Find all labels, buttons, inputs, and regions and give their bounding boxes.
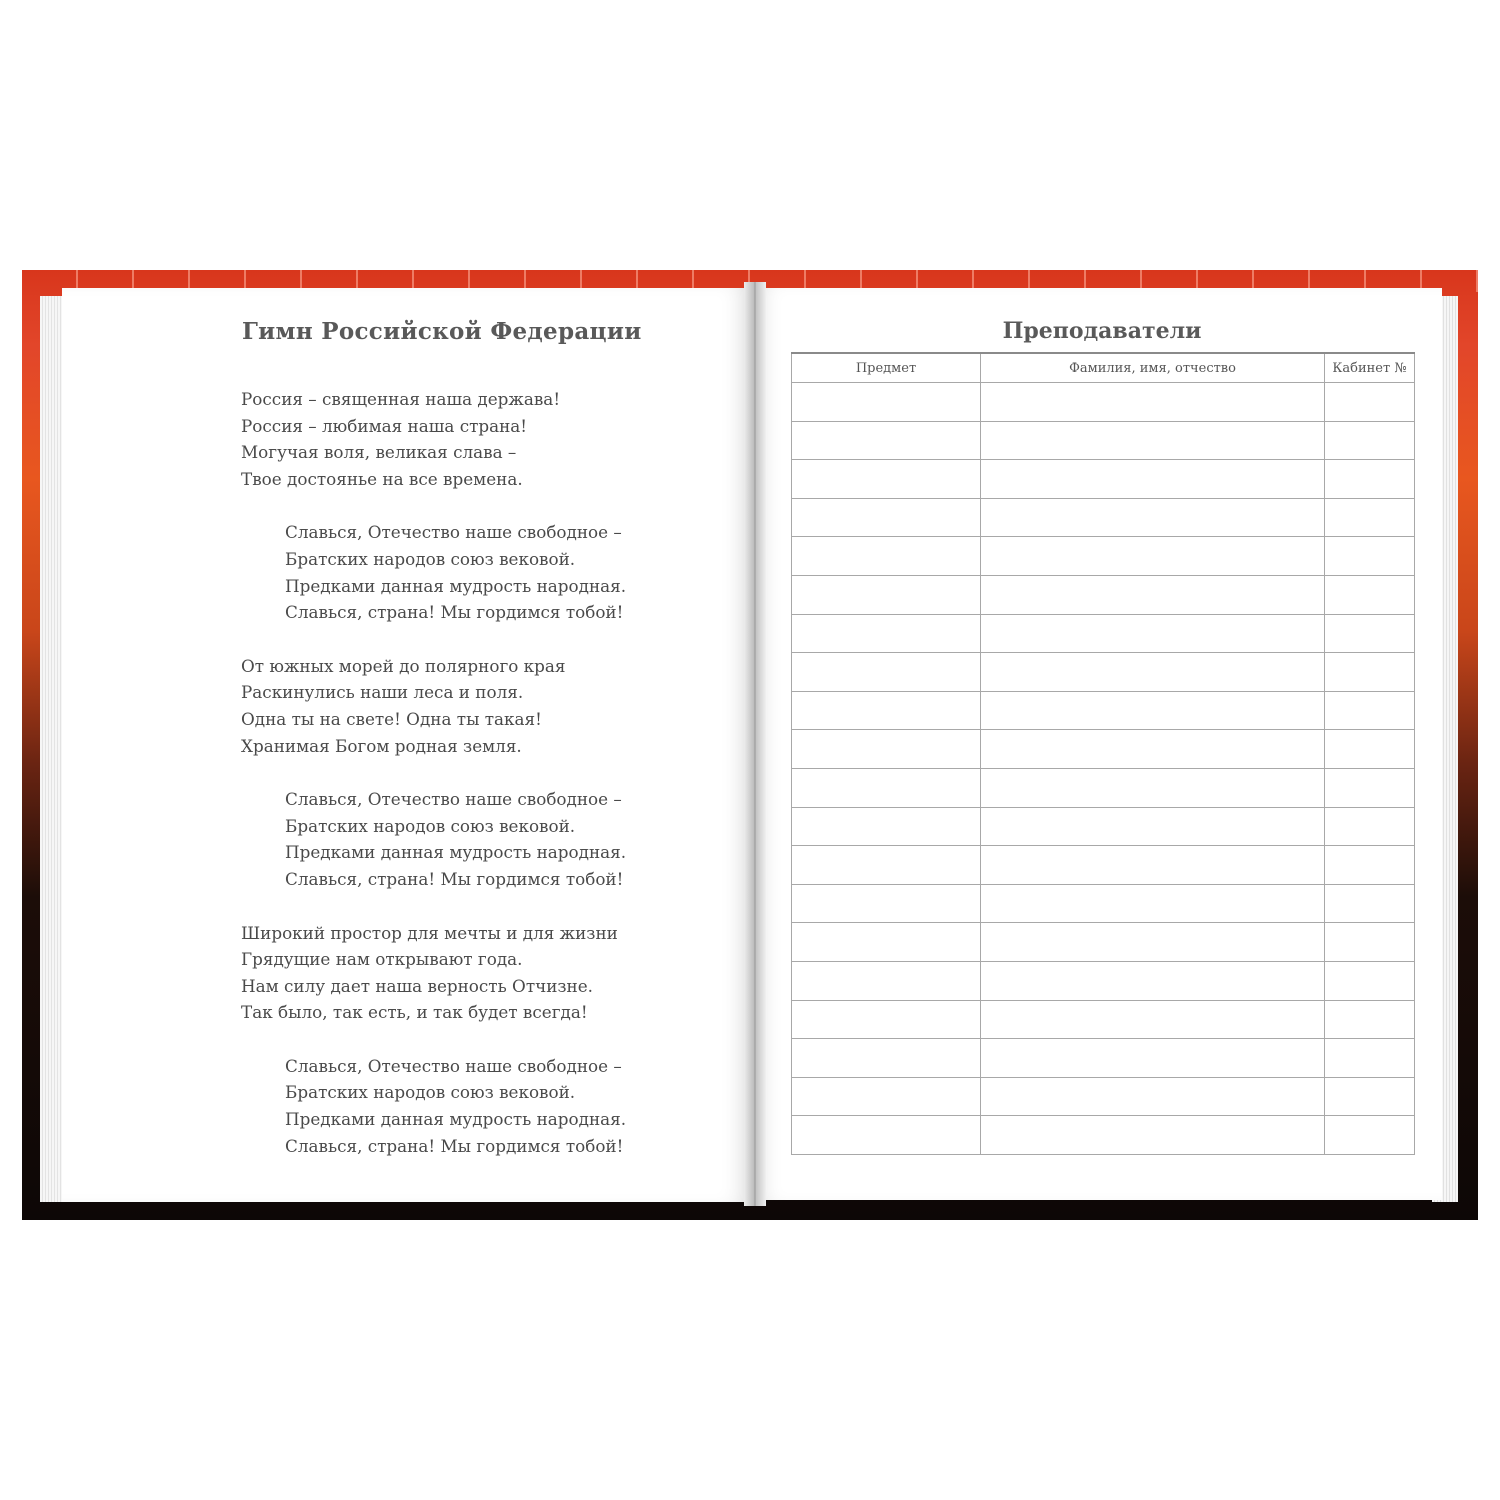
full-name-cell	[981, 1116, 1325, 1155]
teachers-table-body	[792, 383, 1415, 1155]
table-row	[792, 923, 1415, 962]
anthem-line: Предками данная мудрость народная.	[285, 842, 627, 863]
teachers-title: Преподаватели	[1002, 318, 1202, 344]
subject-cell	[792, 1077, 981, 1116]
full-name-cell	[981, 884, 1325, 923]
anthem-title: Гимн Российской Федерации	[242, 318, 642, 345]
anthem-line: Хранимая Богом родная земля.	[241, 735, 522, 756]
room-cell	[1325, 421, 1415, 460]
subject-cell	[792, 961, 981, 1000]
table-header-row	[792, 353, 1415, 383]
anthem-verse	[241, 386, 701, 492]
room-cell	[1325, 768, 1415, 807]
table-row	[792, 884, 1415, 923]
table-row	[792, 498, 1415, 537]
column-header-room: Кабинет №	[1325, 353, 1415, 383]
subject-cell	[792, 807, 981, 846]
table-row	[792, 575, 1415, 614]
full-name-cell	[981, 1000, 1325, 1039]
anthem-line: Славься, страна! Мы гордимся тобой!	[285, 868, 624, 889]
full-name-cell	[981, 460, 1325, 499]
room-cell	[1325, 383, 1415, 422]
table-row	[792, 730, 1415, 769]
room-cell	[1325, 653, 1415, 692]
room-cell	[1325, 846, 1415, 885]
table-row	[792, 614, 1415, 653]
full-name-cell	[981, 614, 1325, 653]
anthem-line: Славься, Отечество наше свободное –	[285, 789, 622, 810]
column-header-subject: Предмет	[792, 353, 981, 383]
full-name-cell	[981, 807, 1325, 846]
anthem-line: Одна ты на свете! Одна ты такая!	[241, 708, 542, 729]
anthem-line: От южных морей до полярного края	[241, 655, 566, 676]
subject-cell	[792, 1116, 981, 1155]
room-cell	[1325, 691, 1415, 730]
subject-cell	[792, 421, 981, 460]
table-row	[792, 1000, 1415, 1039]
table-row	[792, 1116, 1415, 1155]
room-cell	[1325, 961, 1415, 1000]
room-cell	[1325, 537, 1415, 576]
anthem-line: Славься, страна! Мы гордимся тобой!	[285, 602, 624, 623]
full-name-cell	[981, 768, 1325, 807]
room-cell	[1325, 575, 1415, 614]
full-name-cell	[981, 961, 1325, 1000]
room-cell	[1325, 884, 1415, 923]
full-name-cell	[981, 537, 1325, 576]
room-cell	[1325, 1000, 1415, 1039]
anthem-verse	[241, 653, 701, 759]
table-row	[792, 768, 1415, 807]
anthem-line: Славься, страна! Мы гордимся тобой!	[285, 1135, 624, 1156]
full-name-cell	[981, 653, 1325, 692]
full-name-cell	[981, 730, 1325, 769]
table-row	[792, 460, 1415, 499]
anthem-line: Братских народов союз вековой.	[285, 815, 576, 836]
anthem-line: Россия – священная наша держава!	[241, 389, 561, 409]
subject-cell	[792, 1039, 981, 1078]
room-cell	[1325, 498, 1415, 537]
room-cell	[1325, 614, 1415, 653]
subject-cell	[792, 730, 981, 769]
table-row	[792, 537, 1415, 576]
subject-cell	[792, 575, 981, 614]
room-cell	[1325, 1116, 1415, 1155]
anthem-line: Славься, Отечество наше свободное –	[285, 522, 622, 543]
anthem-line: Предками данная мудрость народная.	[285, 1109, 627, 1130]
room-cell	[1325, 1077, 1415, 1116]
subject-cell	[792, 614, 981, 653]
anthem-line: Широкий простор для мечты и для жизни	[241, 922, 618, 943]
table-row	[792, 961, 1415, 1000]
anthem-line: Предками данная мудрость народная.	[285, 575, 627, 596]
subject-cell	[792, 498, 981, 537]
anthem-line: Грядущие нам открывают года.	[241, 949, 523, 970]
subject-cell	[792, 768, 981, 807]
teachers-table	[791, 352, 1415, 1155]
full-name-cell	[981, 498, 1325, 537]
full-name-cell	[981, 691, 1325, 730]
table-row	[792, 1039, 1415, 1078]
anthem-line: Нам силу дает наша верность Отчизне.	[241, 975, 593, 996]
full-name-cell	[981, 923, 1325, 962]
subject-cell	[792, 1000, 981, 1039]
anthem-line: Братских народов союз вековой.	[285, 548, 576, 569]
anthem-line: Славься, Отечество наше свободное –	[285, 1055, 622, 1076]
room-cell	[1325, 460, 1415, 499]
anthem-chorus	[241, 1053, 701, 1159]
room-cell	[1325, 923, 1415, 962]
room-cell	[1325, 807, 1415, 846]
full-name-cell	[981, 1077, 1325, 1116]
table-row	[792, 691, 1415, 730]
anthem-verse	[241, 920, 701, 1026]
subject-cell	[792, 923, 981, 962]
table-row	[792, 421, 1415, 460]
subject-cell	[792, 460, 981, 499]
anthem-chorus	[241, 519, 701, 625]
full-name-cell	[981, 846, 1325, 885]
anthem-line: Раскинулись наши леса и поля.	[241, 682, 524, 703]
anthem-line: Так было, так есть, и так будет всегда!	[241, 1002, 588, 1023]
subject-cell	[792, 653, 981, 692]
subject-cell	[792, 691, 981, 730]
column-header-full-name: Фамилия, имя, отчество	[981, 353, 1325, 383]
subject-cell	[792, 537, 981, 576]
table-row	[792, 1077, 1415, 1116]
full-name-cell	[981, 1039, 1325, 1078]
subject-cell	[792, 846, 981, 885]
subject-cell	[792, 383, 981, 422]
table-row	[792, 383, 1415, 422]
room-cell	[1325, 1039, 1415, 1078]
subject-cell	[792, 884, 981, 923]
anthem-text	[241, 386, 701, 1186]
notebook-spine	[744, 282, 766, 1206]
anthem-line: Твое достоянье на все времена.	[241, 468, 523, 489]
full-name-cell	[981, 421, 1325, 460]
table-row	[792, 846, 1415, 885]
full-name-cell	[981, 383, 1325, 422]
anthem-line: Могучая воля, великая слава –	[241, 442, 517, 463]
full-name-cell	[981, 575, 1325, 614]
anthem-line: Братских народов союз вековой.	[285, 1082, 576, 1103]
anthem-chorus	[241, 786, 701, 892]
table-row	[792, 653, 1415, 692]
anthem-line: Россия – любимая наша страна!	[241, 415, 528, 436]
room-cell	[1325, 730, 1415, 769]
table-row	[792, 807, 1415, 846]
